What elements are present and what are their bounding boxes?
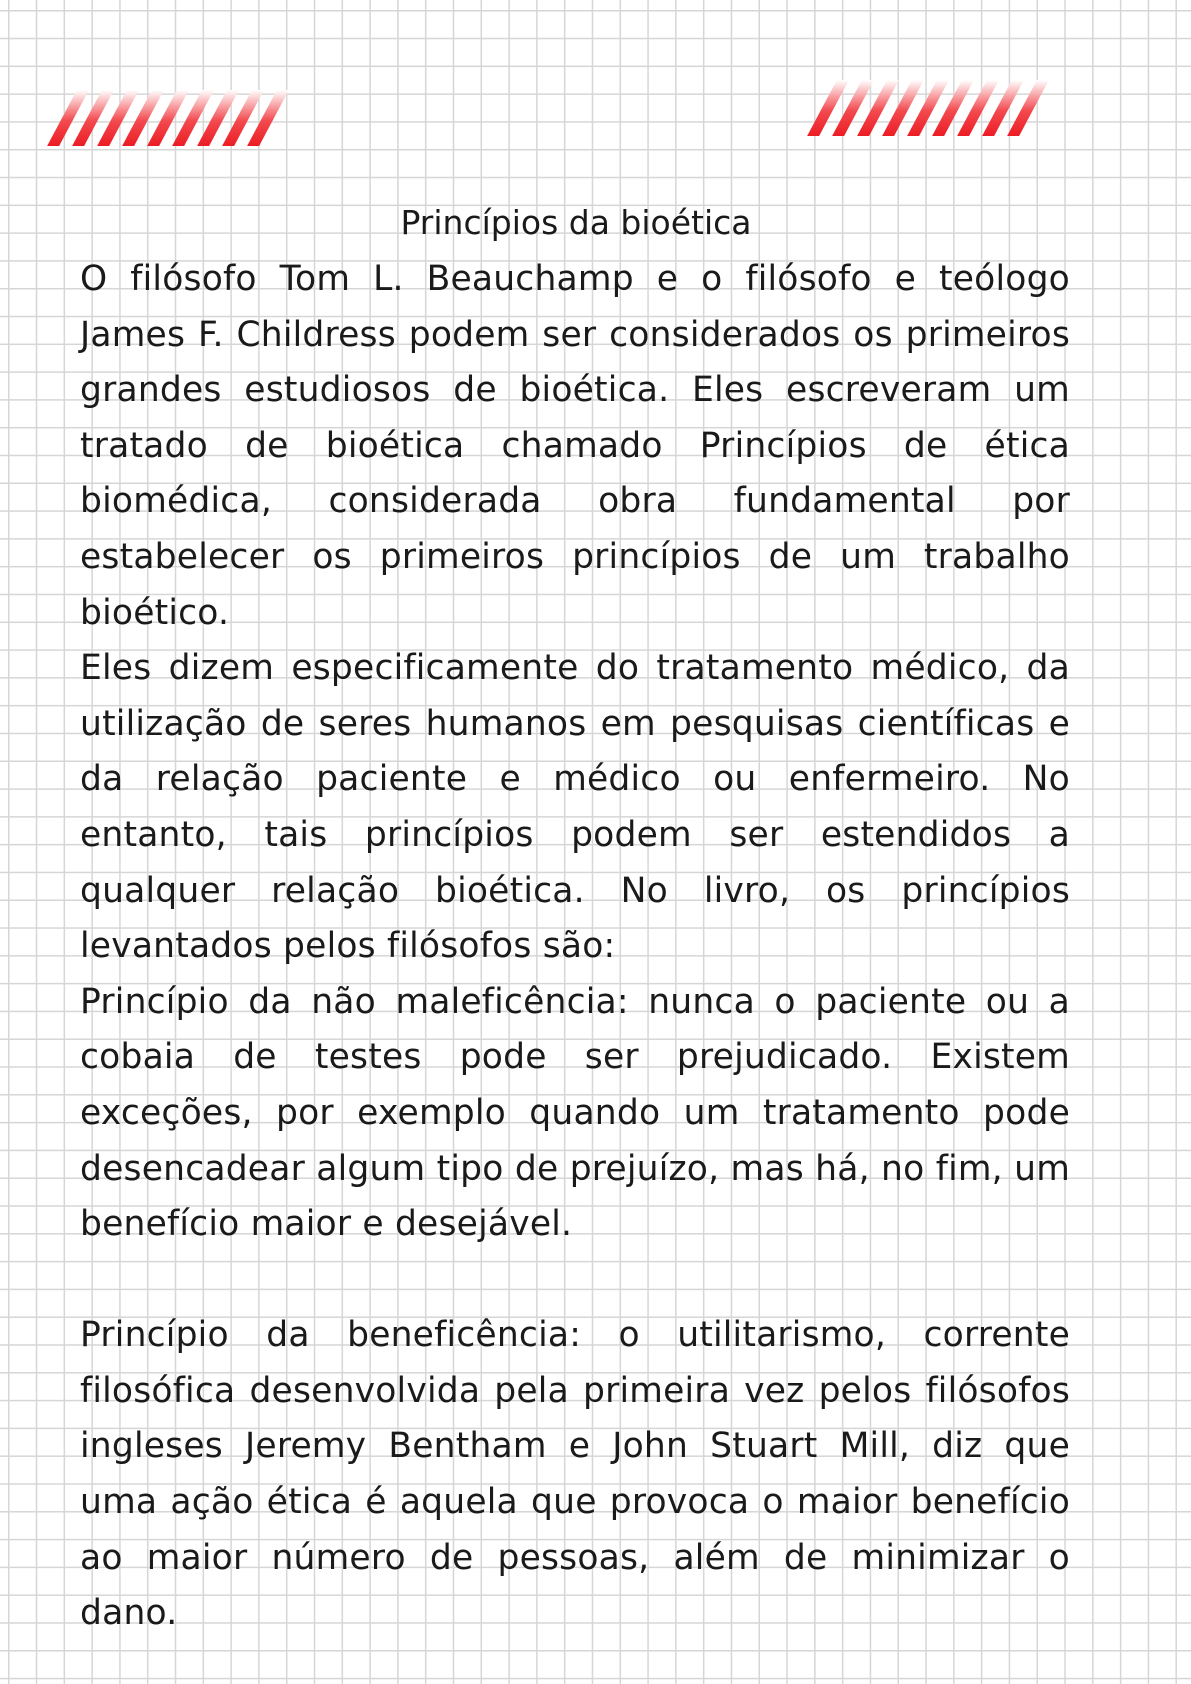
paragraph-beneficence: Princípio da beneficência: o utilitarismo, corrente filosófica desenvolvida pela primeira vez pelos filósofos ingleses Jeremy Bentham e John Stuart Mill, diz que uma ação ética é aquela que provoca o maior benefício ao maior número de pessoas, além de minimizar o dano. xyxy=(80,1315,1070,1634)
page-title: Princípios da bioética xyxy=(400,203,752,242)
red-diagonal-stripes-icon xyxy=(62,90,274,146)
document-body xyxy=(80,252,1070,1642)
paragraph-intro: O filósofo Tom L. Beauchamp e o filósofo e teólogo James F. Childress podem ser considerados os primeiros grandes estudiosos de bioética. Eles escreveram um tratado de bioética chamado Princípios de ética biomédica, considerada obra fundamental por estabelecer os primeiros princípios de um trabalho bioético. xyxy=(80,259,1070,633)
paragraph-scope: Eles dizem especificamente do tratamento médico, da utilização de seres humanos em pesquisas científicas e da relação paciente e médico ou enfermeiro. No entanto, tais princípios podem ser estendidos a qualquer relação bioética. No livro, os princípios levantados pelos filósofos são: xyxy=(80,648,1070,967)
paragraph-non-maleficence: Princípio da não maleficência: nunca o paciente ou a cobaia de testes pode ser prejudicado. Existem exceções, por exemplo quando um tratamento pode desencadear algum tipo de prejuízo, mas há, no fim, um benefício maior e desejável. xyxy=(80,981,1070,1245)
red-diagonal-stripes-icon xyxy=(822,80,1034,136)
